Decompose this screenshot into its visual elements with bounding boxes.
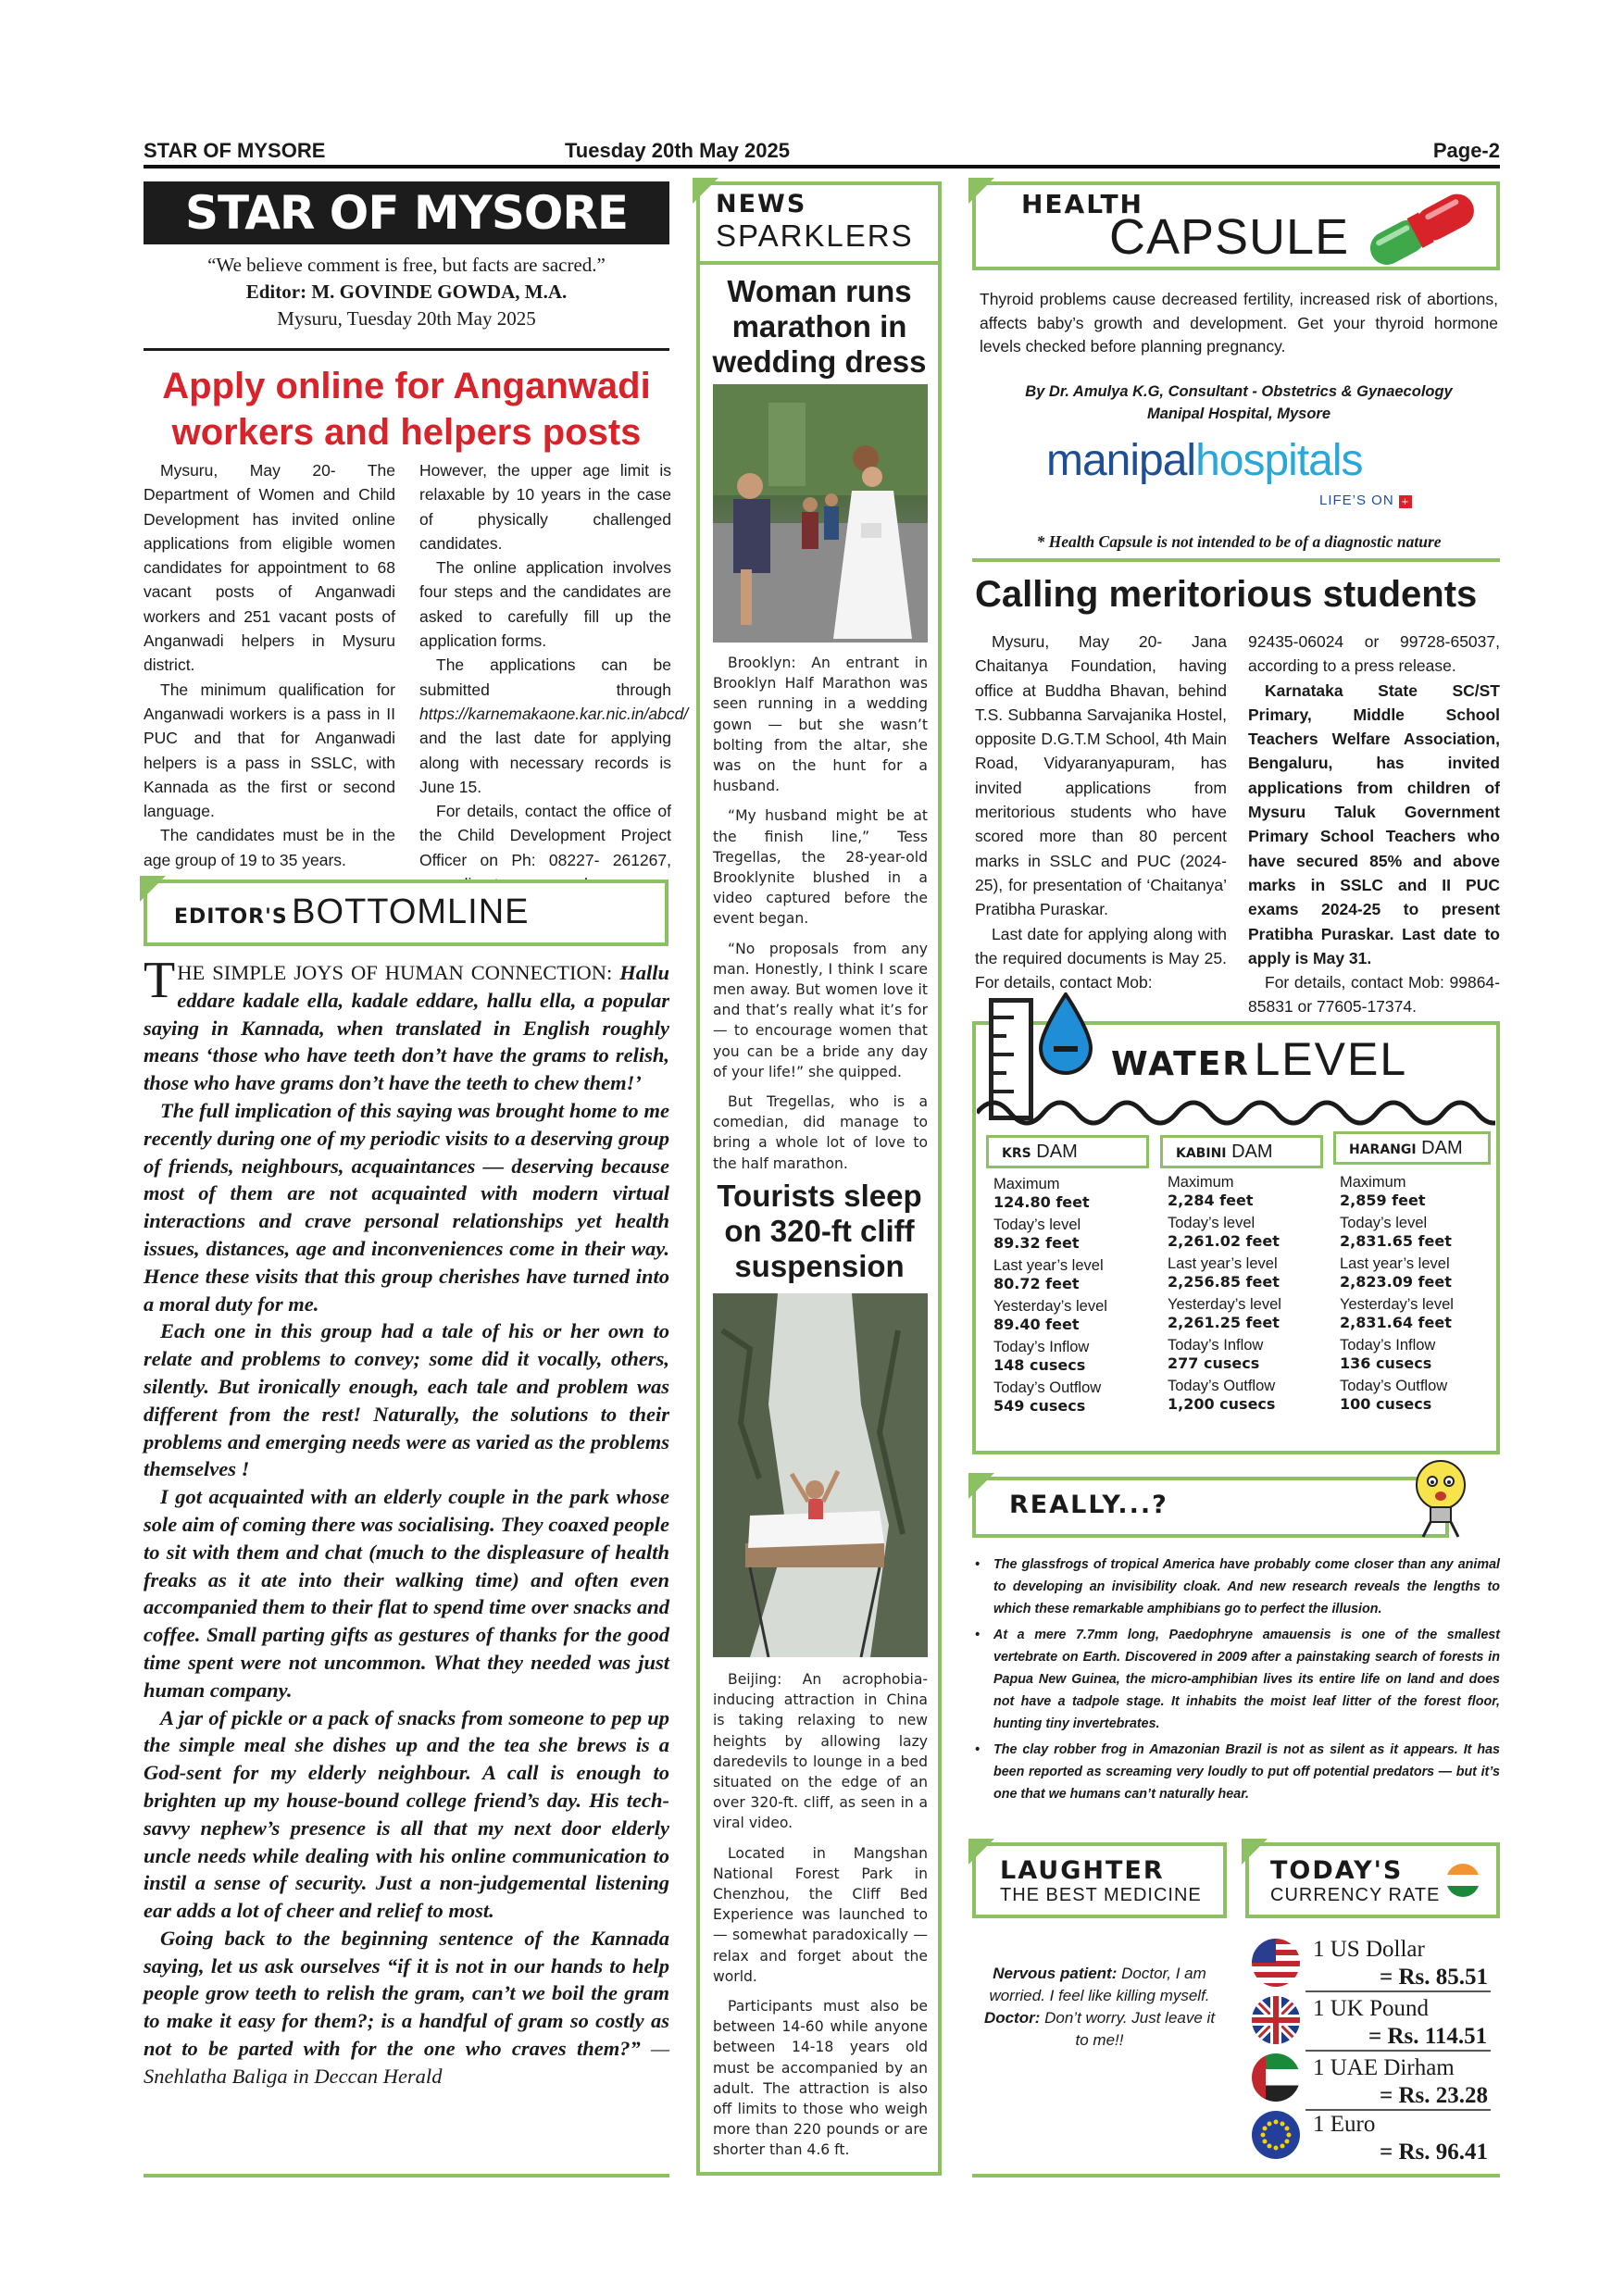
uae-flag-icon — [1252, 2053, 1300, 2102]
editor-heading: EDITOR'S BOTTOMLINE — [174, 892, 530, 931]
manipal-tagline: LIFE’S ON + — [1319, 493, 1412, 508]
paragraph: Brooklyn: An entrant in Brooklyn Half Marathon was seen running in a wedding gown — but she wasn’t bolting from the altar, she was on the hunt for a husband. — [713, 655, 928, 795]
marathon-story — [713, 653, 928, 1183]
kabini-dam-label: KABINI DAM — [1160, 1135, 1323, 1168]
paragraph: The full implication of this saying was brought home to me recently during one of my periodic visits to a deserving group of friends, neighbours, acquaintances — deserving because most of them are not acquainted with modern virtual interactions and crave personal relationships yet health issues, distances, age and inconveniences come in their way. Hence these visits that this group cherishes have turned into a moral duty for me. — [144, 1098, 669, 1316]
editorial-text: THE SIMPLE JOYS OF HUMAN CONNECTION: Hallu eddare kadale ella, kadale eddare, hallu ella, a popular saying in Kannada, when translated in English roughly means ‘those who have teeth don’t have the grams to relish, those who have grams don’t have the teeth to chew them!’ The full implication of this saying was brought home to me recently during one of my periodic visits to a deserving group of friends, neighbours, acquaintances — deserving because most of them are not acquainted with modern virtual interactions and crave personal relationships yet health issues, distances, age and inconveniences come in their way. Hence these visits that this group cherishes have turned into a moral duty for me. Each one in this group had a tale of his or her own to relate and problems to convey; some did it vocally, others, silently. But ironically enough, each tale and problem was different from the rest! Naturally, the solutions to their problems and emerging needs were as varied as the problems themselves ! I got acquainted with an elderly couple in the park whose sole aim of coming there was socialising. They coaxed people to sit with them and chat (much to the displeasure of health freaks as it ate into their walking time) and often even accompanied them to their flat to spend time over snacks and coffee. Small parting gifts as gestures of thanks for the good time spent were not uncommon. What they needed was just human company. A jar of pickle or a pack of snacks from someone to pep up the simple meal she dishes up and the tea she brews is a God-sent for my elderly neighbour. A call is enough to brighten up my house-bound college friend’s day. His tech-savvy nephew’s presence is all that my next door elderly uncle needs while dealing with his online communication to instil a sense of security. Just a non-judgemental listening ear adds a lot of cheer and relief to most. Going back to the beginning sentence of the Kannada saying, let us ask ourselves “if it is not in our hands to help people grow teeth to relish the gram, can’t we boil the gram to make it easy for them?; is a handful of gram so costly as not to be parted with for the one who craves them?” — Snehlatha Baliga in Deccan Herald — [144, 952, 670, 2088]
lightbulb-icon — [1412, 1454, 1469, 1541]
paragraph: 92435-06024 or 99728-65037, according to a press release. — [1248, 632, 1500, 676]
story-headline: Woman runs marathon in wedding dress — [712, 274, 927, 379]
drop-cap: T — [144, 952, 176, 1009]
paragraph: The minimum qualification for Anganwadi workers is a pass in II PUC and that for Anganwadi helpers is a pass in SSLC, with Kannada as the first or second language. — [144, 680, 395, 821]
water-drop-icon — [1037, 992, 1094, 1076]
paragraph: Located in Mangshan National Forest Park in Chenzhou, the Cliff Bed Experience was launched to — somewhat paradoxically — relax and forget about the world. — [713, 1844, 928, 1985]
page-header — [144, 139, 1500, 165]
paragraph: The candidates must be in the age group of 19 to 35 years. — [144, 826, 395, 869]
paragraph: Karnataka State SC/ST Primary, Middle School Teachers Welfare Association, Bengaluru, has invited applications from children of Mysuru Taluk Government Primary School Teachers who have secured 85% and above marks in SSLC and II PUC exams 2024-25 to present Pratibha Puraskar. Last date to apply is May 31. — [1248, 680, 1500, 967]
krs-dam-stats: Maximum 124.80 feet Today’s level 89.32 feet Last year’s level 80.72 feet Yesterday’s level 89.40 feet Today’s Inflow 148 cusecs Today’s Outflow 549 cusecs — [993, 1176, 1107, 1415]
paragraph: “My husband might be at the finish line,” Tess Tregellas, the 28-year-old Brooklynite blushed in a video captured before the event began. — [713, 807, 928, 928]
capsule-icon — [1352, 181, 1491, 269]
list-item: • At a mere 7.7mm long, Paedophryne amauensis is one of the smallest vertebrate on Earth. Discovered in 2009 after a painstaking search of forests in Papua New Guinea, the micro-amphibian lives its entire life on land and does not have a tadpole stage. It inhabits the moist leaf litter of the forest floor, hunting tiny invertebrates. — [975, 1628, 1500, 1731]
editorial-credit: — Snehlatha Baliga in Deccan Herald — [144, 2037, 670, 2088]
rate-name: 1 UAE Dirham — [1313, 2055, 1455, 2080]
plus-icon: + — [1399, 495, 1412, 508]
paragraph: Mysuru, May 20- The Department of Women and Child Development has invited online applications from eligible women candidates for appointment to 68 vacant posts of Anganwadi workers and 251 vacant posts of Anganwadi helpers in Mysuru district. — [144, 461, 395, 675]
paragraph: “No proposals from any man. Honestly, I think I scare men away. But women love it and that’s really what it’s for — to encourage women that you can be a bride any day of your life!” she quipped. — [713, 940, 928, 1080]
application-url[interactable]: https://karnemakaone.kar.nic.in/abcd/ — [419, 704, 689, 723]
paragraph: Last date for applying along with the required documents is May 25. For details, contact Mob: — [975, 924, 1227, 992]
harangi-dam-stats: Maximum 2,859 feet Today’s level 2,831.65 feet Last year’s level 2,823.09 feet Yesterday’s level 2,831.64 feet Today’s Inflow 136 cusecs Today’s Outflow 100 cusecs — [1340, 1174, 1454, 1413]
paragraph: Going back to the beginning sentence of the Kannada saying, let us ask ourselves “if it is not in our hands to help people grow teeth to relish the gram, can’t we boil the gram to make it easy for them?; is a handful of gram so costly as not to be parted with for the one who craves them?” — [144, 1926, 669, 2061]
paragraph: A jar of pickle or a pack of snacks from someone to pep up the simple meal she dishes up and the tea she brews is a God-sent for my elderly neighbour. A call is enough to brighten up my house-bound college friend’s day. His tech-savvy nephew’s presence is all that my next door elderly uncle needs while dealing with his online communication to instil a sense of security. Just a non-judgemental listening ear adds a lot of cheer and relief to most. — [144, 1705, 669, 1923]
anganwadi-headline: Apply online for Anganwadi workers and helpers posts — [162, 366, 651, 453]
students-col-2 — [1248, 630, 1500, 1019]
krs-dam-label: KRS DAM — [986, 1135, 1149, 1168]
health-title: CAPSULE — [1109, 209, 1350, 265]
currency-heading: TODAY'S CURRENCY RATE — [1270, 1856, 1441, 1905]
students-col-1 — [975, 630, 1227, 994]
us-flag-icon — [1252, 1939, 1300, 1987]
health-text: Thyroid problems cause decreased fertility, increased risk of abortions, affects baby’s growth and development. Get your thyroid hormone levels checked before planning pregnancy. — [980, 290, 1498, 356]
header-rule — [144, 165, 1500, 168]
paragraph: The online application involves four steps and the candidates are asked to carefully fill up the application forms. — [419, 558, 671, 651]
rate-value: = Rs. 114.51 — [1368, 2024, 1488, 2049]
rate-value: = Rs. 23.28 — [1380, 2083, 1489, 2108]
motto: “We believe comment is free, but facts are sacred.” — [207, 254, 606, 276]
list-item: • The glassfrogs of tropical America have probably come closer than any animal to developing an invisibility cloak. And new research reveals the lengths to which these remarkable amphibians go to perfect the illusion. — [975, 1557, 1500, 1616]
paragraph: For details, contact the office of the Child Development Project Officer on Ph: 08227- 261267, — [419, 802, 671, 869]
dateline: Mysuru, Tuesday 20th May 2025 — [277, 307, 536, 330]
anganwadi-col-2: However, the upper age limit is relaxable by 10 years in the case of physically challenged candidates. The online application involves four steps and the candidates are asked to carefully fill up the application forms. The applications can be submitted through https://karnemakaone.kar.nic.in/abcd/ and the last date for applying along with necessary records is June 15. For details, contact the office of the Child Development Project Officer on Ph: 08227- 261267, — [419, 458, 671, 896]
uk-flag-icon — [1252, 1996, 1300, 2044]
water-heading: WATER LEVEL — [1111, 1033, 1408, 1085]
india-flag-icon — [1446, 1864, 1480, 1897]
list-item: • The clay robber frog in Amazonian Brazil is not as silent as it appears. It has been reported as screaming very loudly to put off potential predators — but it’s one that we humans can’t naturally hear. — [975, 1742, 1500, 1802]
paragraph: For details, contact Mob: 99864-85831 or 77605-17374. — [1248, 973, 1500, 1017]
page-number: Page-2 — [1432, 139, 1500, 162]
harangi-dam-label: HARANGI DAM — [1333, 1131, 1491, 1165]
wave-icon — [977, 1092, 1495, 1129]
story-headline: Tourists sleep on 320-ft cliff suspension — [717, 1179, 922, 1283]
rate-name: 1 UK Pound — [1313, 1996, 1430, 2021]
issue-date: Tuesday 20th May 2025 — [565, 139, 790, 162]
rate-name: 1 US Dollar — [1313, 1937, 1425, 1962]
paragraph: I got acquainted with an elderly couple in the park whose sole aim of coming there was socialising. They coaxed people to sit with them and chat (much to the displeasure of health freaks as it ate into their walking time) and often even accompanied them to their flat to spend time over snacks and coffee. Small parting gifts as gestures of thanks for the good time spent were not uncommon. What they needed was just human company. — [144, 1485, 669, 1702]
paragraph: Beijing: An acrophobia-inducing attraction in China is taking relaxing to new heights by allowing lazy daredevils to lounge in a bed situated on the edge of an over 320-ft. cliff, as seen in a viral video. — [713, 1671, 928, 1832]
editor-line: Editor: M. GOVINDE GOWDA, M.A. — [245, 281, 568, 303]
manipal-logo: manipalhospitals — [1046, 436, 1363, 485]
rate-value: = Rs. 96.41 — [1380, 2140, 1489, 2165]
kabini-dam-stats: Maximum 2,284 feet Today’s level 2,261.02 feet Last year’s level 2,256.85 feet Yesterday’s level 2,261.25 feet Today’s Inflow 277 cusecs Today’s Outflow 1,200 cusecs — [1168, 1174, 1281, 1413]
really-title: REALLY...? — [1009, 1491, 1168, 1519]
marathon-photo — [713, 384, 928, 643]
paragraph: Mysuru, May 20- Jana Chaitanya Foundation, having office at Buddha Bhavan, behind T.S. Subbanna Sarvajanika Hostel, opposite D.G.T.M School, 4th Main Road, Vidyaranyapuram, has invited applications from meritorious students who have scored more than 80 percent marks in SSLC and PUC (2024-25), for presentation of ‘Chaitanya’ Pratibha Puraskar. — [975, 632, 1227, 919]
box-corner — [140, 876, 166, 902]
paper-name: STAR OF MYSORE — [144, 139, 326, 162]
students-headline: Calling meritorious students — [975, 574, 1478, 615]
news-heading: NEWS SPARKLERS — [716, 190, 914, 253]
masthead: STAR OF MYSORE — [144, 181, 669, 244]
paragraph: However, the upper age limit is relaxable by 10 years in the case of physically challenged candidates. — [419, 461, 671, 553]
anganwadi-col-1 — [144, 458, 395, 872]
health-byline: By Dr. Amulya K.G, Consultant - Obstetrics & Gynaecology Manipal Hospital, Mysore — [1025, 383, 1453, 422]
cliff-story — [713, 1669, 928, 2170]
eu-flag-icon — [1252, 2111, 1300, 2159]
health-disclaimer: * Health Capsule is not intended to be of a diagnostic nature — [1036, 532, 1442, 551]
paragraph: The applications can be submitted through — [419, 655, 671, 699]
masthead-info — [144, 252, 669, 332]
cliff-photo — [713, 1293, 928, 1657]
paragraph: Each one in this group had a tale of his or her own to relate and problems to convey; some did it vocally, others, silently. But ironically enough, each tale and problem was different from the rest! Naturally, the solutions to their problems and emerging needs were as varied as the problems themselves ! — [144, 1319, 669, 1481]
rate-value: = Rs. 85.51 — [1380, 1965, 1489, 1990]
joke: Nervous patient: Doctor, I am worried. I feel like killing myself. Doctor: Don’t worry. Just leave it to me!! — [983, 1965, 1216, 2049]
really-list — [975, 1554, 1500, 1809]
laughter-heading: LAUGHTER THE BEST MEDICINE — [1000, 1856, 1202, 1905]
paragraph: But Tregellas, who is a comedian, did manage to bring a whole lot of love to the half marathon. — [713, 1093, 928, 1172]
rate-name: 1 Euro — [1313, 2112, 1376, 2137]
paragraph: Participants must also be between 14-60 while anyone between 14-18 years old must be accompanied by an adult. The attraction is also off limits to those who weigh more than 220 pounds or are shorter than 4.6 ft. — [713, 1998, 928, 2159]
health-tag: HEALTH — [1021, 189, 1143, 219]
